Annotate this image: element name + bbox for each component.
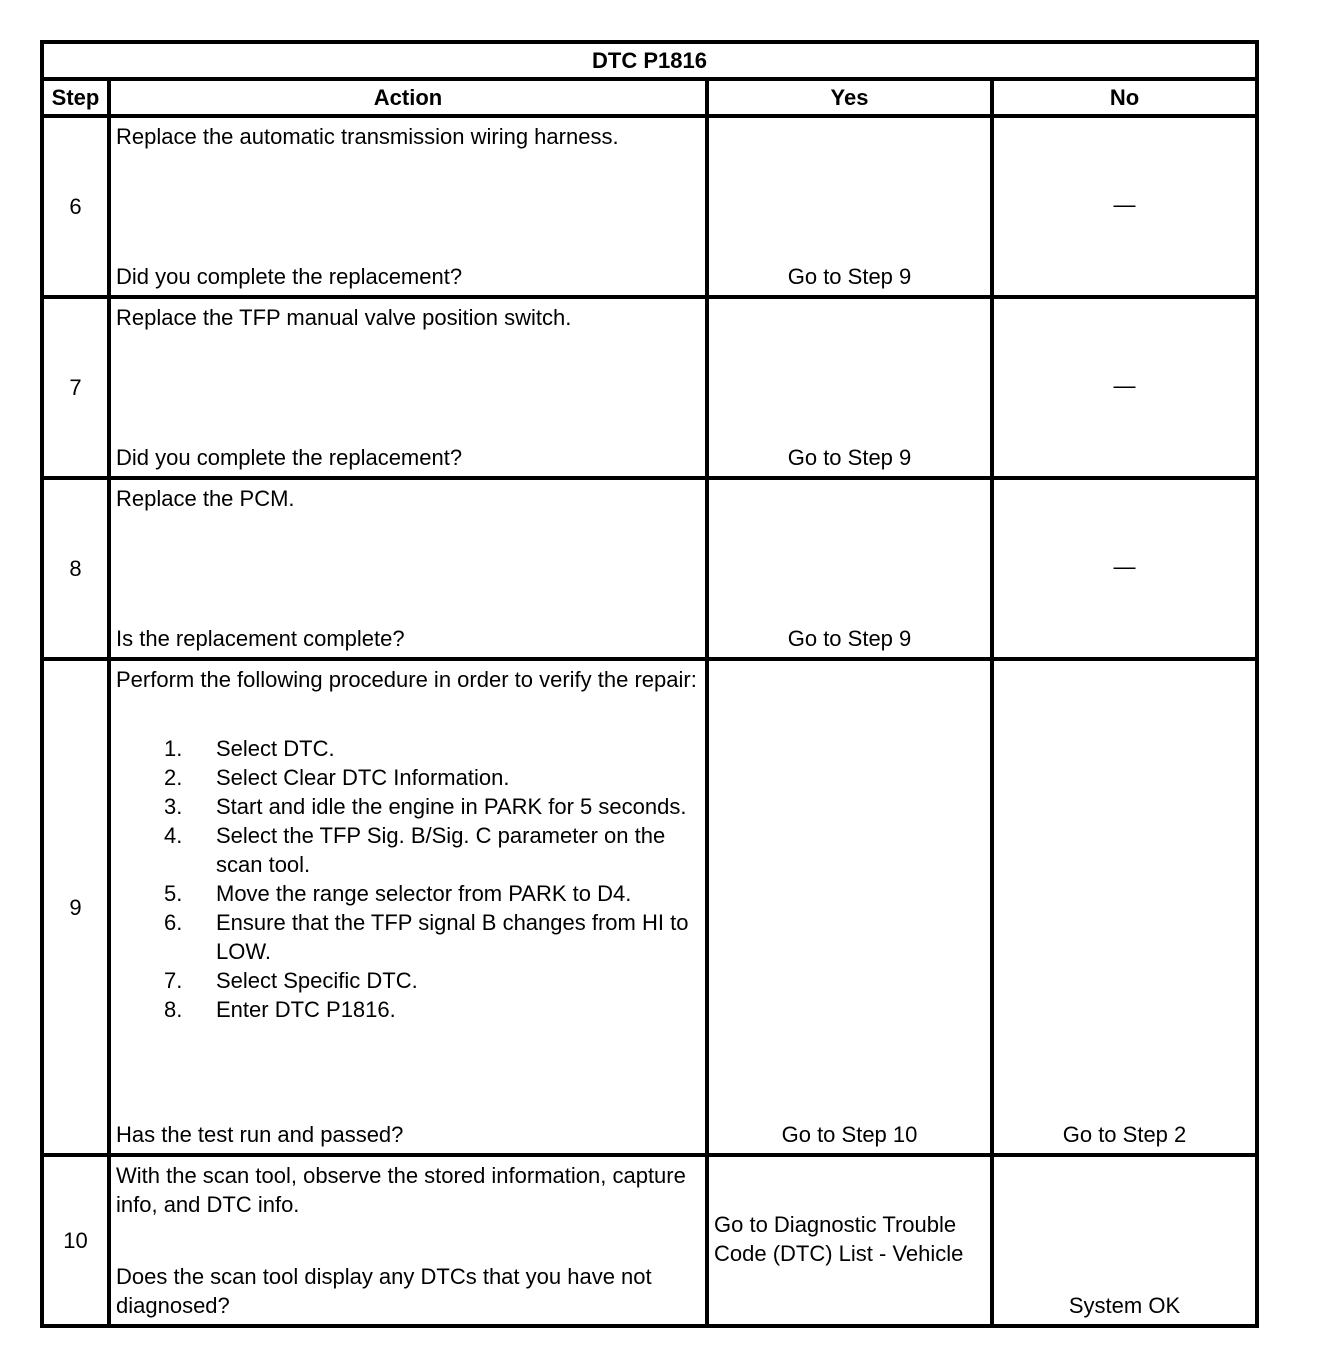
table-row [42,659,1257,1155]
step-number: 8 [42,478,109,659]
no-cell: — [992,116,1257,297]
list-item: 4. Select the TFP Sig. B/Sig. C parameter on the scan tool. [164,823,666,877]
step-number: 7 [42,297,109,478]
list-item: 1. Select DTC. [164,736,335,761]
action-question: Does the scan tool display any DTCs that you have not diagnosed? [116,1264,652,1318]
table-row [42,478,1257,659]
procedure-list [116,734,701,1024]
action-instruction: With the scan tool, observe the stored information, capture info, and DTC info. [116,1163,686,1217]
action-instruction: Perform the following procedure in order to verify the repair: [116,667,697,692]
header-action: Action [109,79,707,116]
no-cell: — [992,297,1257,478]
table-row [42,116,1257,297]
action-question: Has the test run and passed? [116,1122,404,1147]
no-cell: — [992,478,1257,659]
list-item: 5. Move the range selector from PARK to D4. [164,881,632,906]
header-row [42,79,1257,116]
action-instruction: Replace the automatic transmission wiring harness. [116,124,619,149]
table-title: DTC P1816 [42,42,1257,79]
list-item: 7. Select Specific DTC. [164,968,418,993]
action-question: Did you complete the replacement? [116,264,463,289]
action-question: Did you complete the replacement? [116,445,463,470]
action-question: Is the replacement complete? [116,626,405,651]
yes-cell: Go to Step 10 [707,659,992,1155]
no-cell: System OK [992,1155,1257,1326]
step-number: 9 [42,659,109,1155]
list-item: 2. Select Clear DTC Information. [164,765,510,790]
yes-cell: Go to Diagnostic Trouble Code (DTC) List - Vehicle [707,1155,992,1326]
action-cell [109,478,707,659]
action-instruction: Replace the TFP manual valve position switch. [116,305,572,330]
action-cell [109,116,707,297]
header-step: Step [42,79,109,116]
yes-cell: Go to Step 9 [707,116,992,297]
header-yes: Yes [707,79,992,116]
header-no: No [992,79,1257,116]
table-row [42,297,1257,478]
yes-cell: Go to Step 9 [707,297,992,478]
list-item: 6. Ensure that the TFP signal B changes from HI to LOW. [164,910,689,964]
action-cell [109,659,707,1155]
list-item: 3. Start and idle the engine in PARK for 5 seconds. [164,794,687,819]
step-number: 6 [42,116,109,297]
table-row [42,1155,1257,1326]
dtc-table [40,40,1259,1328]
action-cell [109,1155,707,1326]
no-cell: Go to Step 2 [992,659,1257,1155]
yes-cell: Go to Step 9 [707,478,992,659]
step-number: 10 [42,1155,109,1326]
action-cell [109,297,707,478]
action-instruction: Replace the PCM. [116,486,295,511]
list-item: 8. Enter DTC P1816. [164,997,396,1022]
